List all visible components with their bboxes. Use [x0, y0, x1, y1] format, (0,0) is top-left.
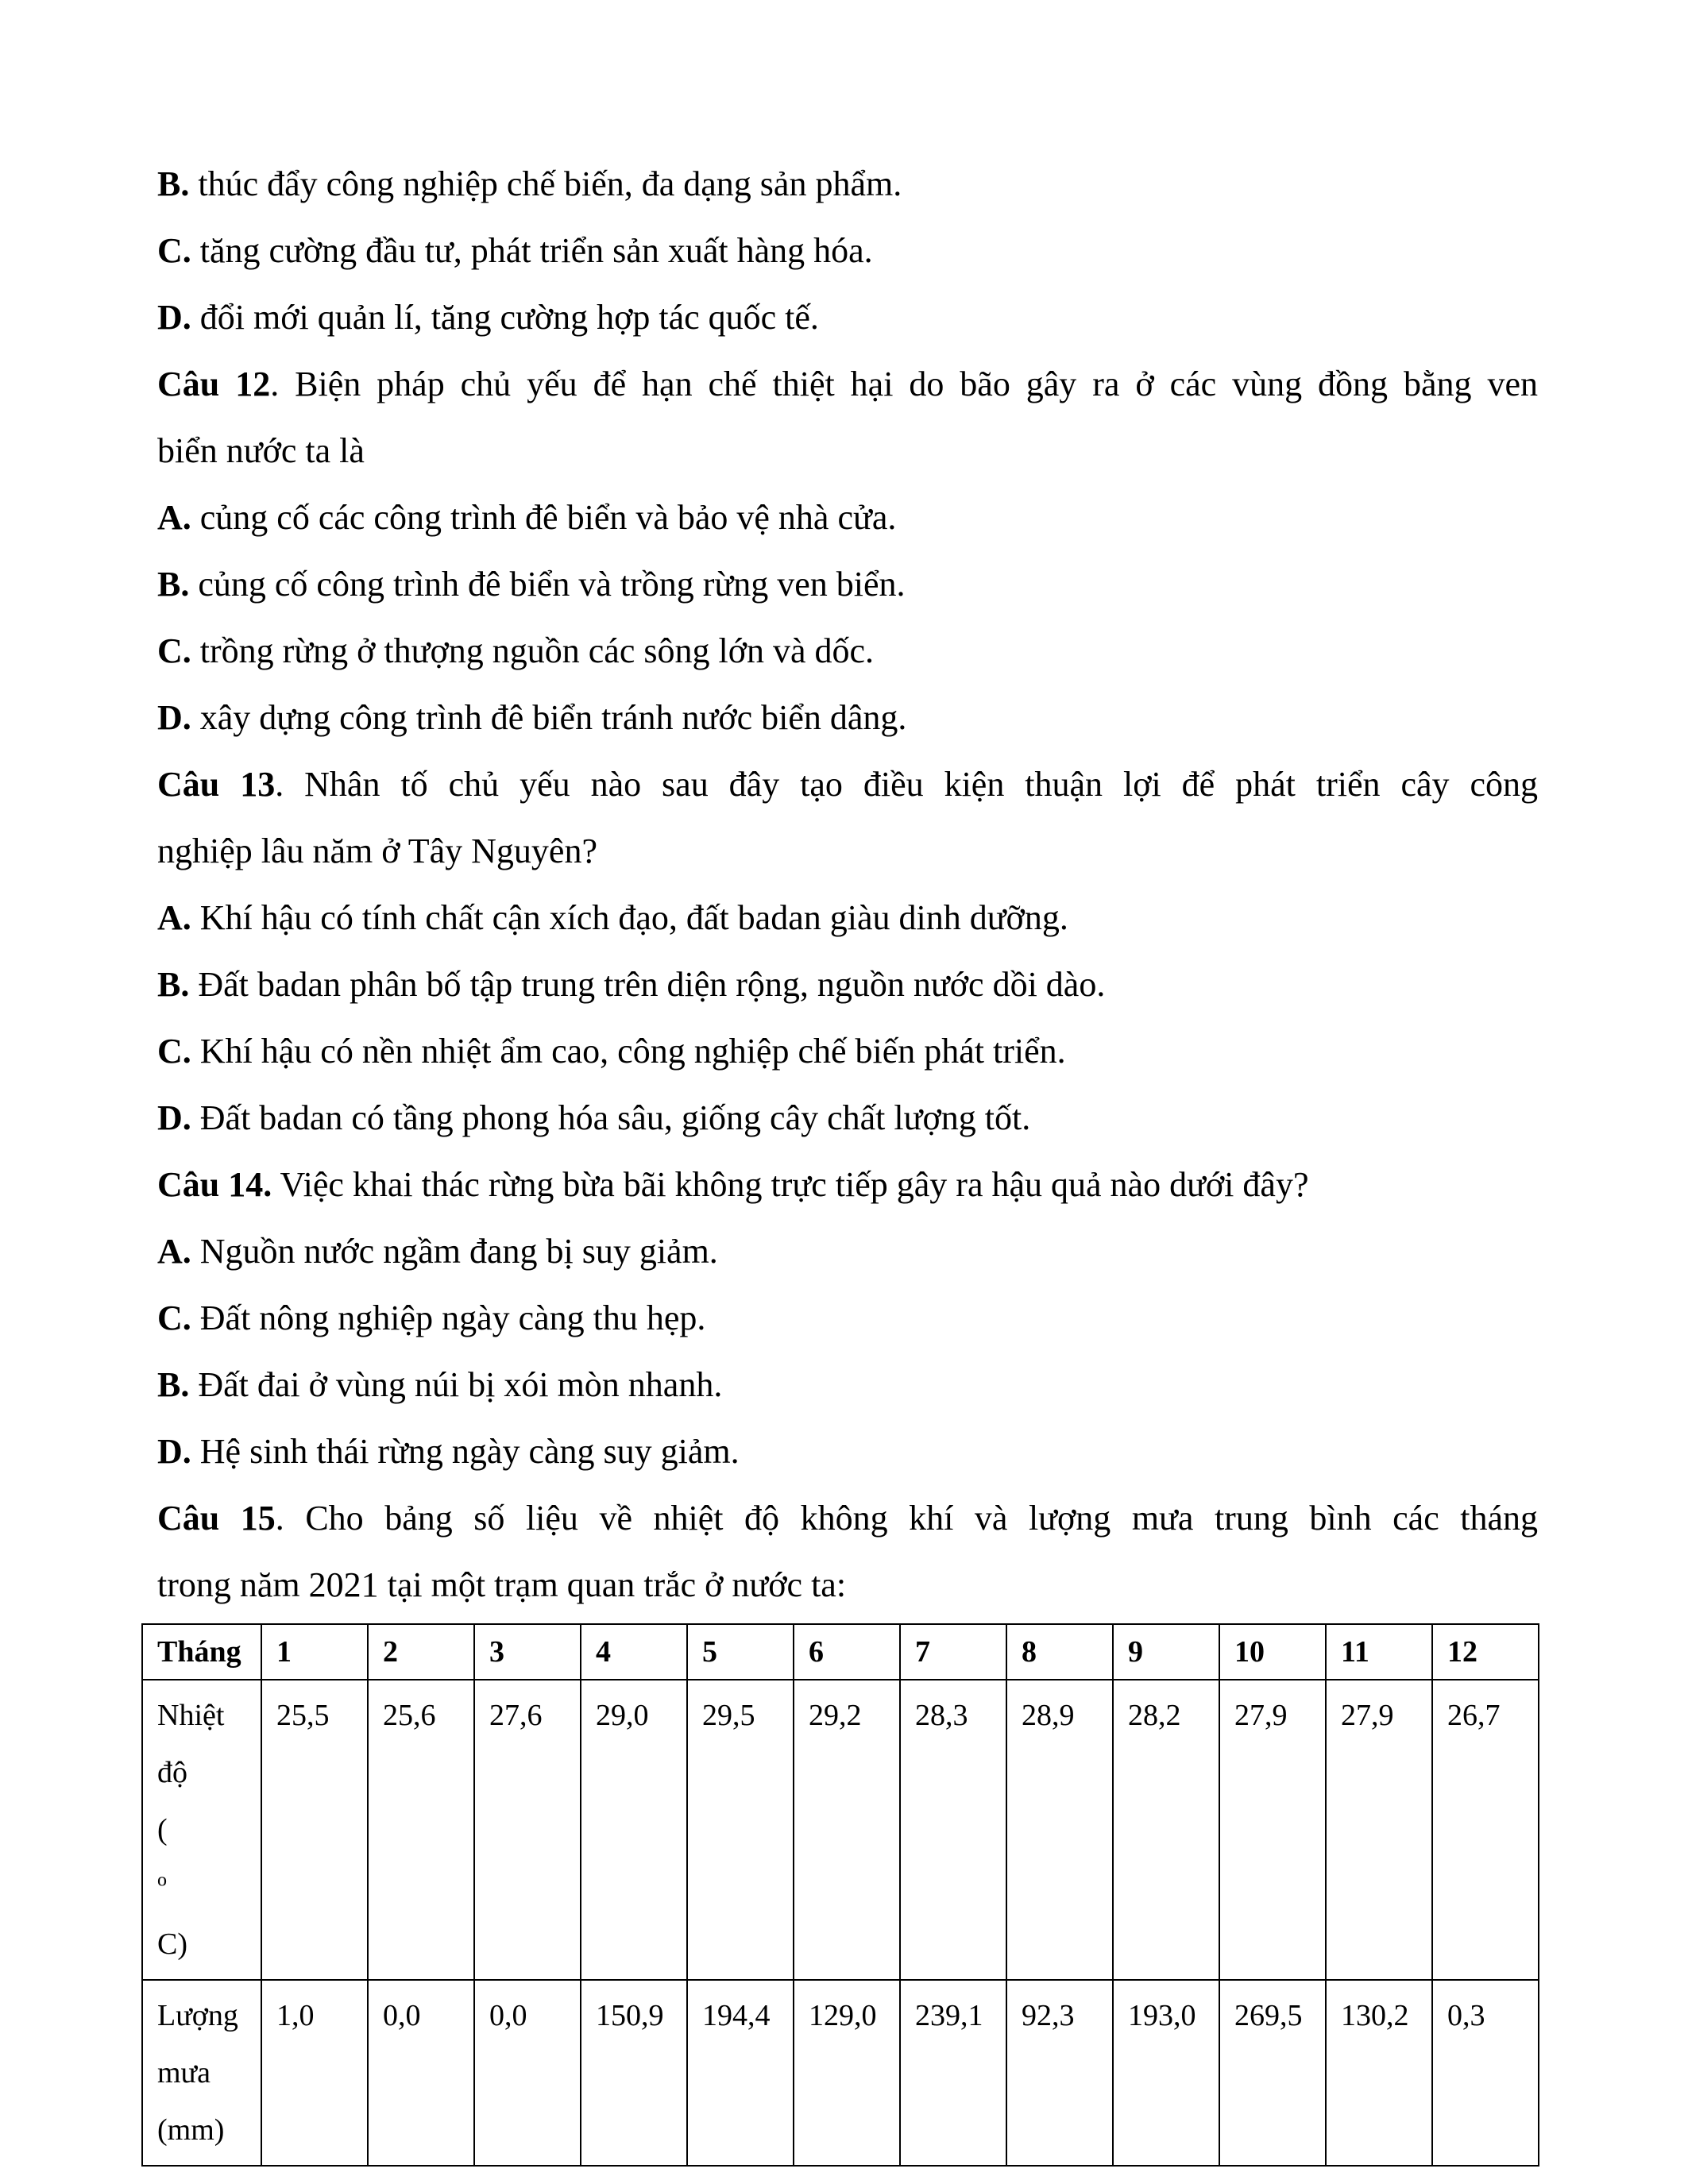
question-text: . Biện pháp chủ yếu để hạn chế thiệt hại do bão gây ra ở các vùng đồng bằng ven	[270, 365, 1538, 403]
row-label-part: mưa	[157, 2056, 211, 2089]
header-cell-month: 12	[1432, 1624, 1539, 1680]
table-cell: 269,5	[1219, 1980, 1326, 2166]
option-label: A.	[157, 1232, 191, 1271]
row-label-rainfall	[142, 1980, 261, 2166]
option-d	[157, 1418, 1538, 1485]
table-cell: 28,2	[1113, 1680, 1219, 1980]
option-text: củng cố các công trình đê biển và bảo vệ nhà cửa.	[191, 498, 897, 537]
table-header-row	[142, 1624, 1539, 1680]
header-cell-month: 4	[581, 1624, 687, 1680]
table-cell: 239,1	[900, 1980, 1006, 2166]
table-cell: 29,0	[581, 1680, 687, 1980]
option-label: B.	[157, 164, 190, 203]
unit-open: (	[157, 1813, 168, 1846]
question-label: Câu 15	[157, 1499, 276, 1538]
option-text: Đất badan phân bố tập trung trên diện rộng, nguồn nước dồi dào.	[189, 965, 1106, 1004]
table-cell: 92,3	[1006, 1980, 1113, 2166]
header-cell-month: 8	[1006, 1624, 1113, 1680]
question-text: nghiệp lâu năm ở Tây Nguyên?	[157, 832, 597, 870]
row-label-unit	[157, 1801, 253, 1973]
option-label: C.	[157, 1298, 191, 1337]
question-15	[157, 1485, 1538, 1552]
table-cell: 0,0	[474, 1980, 581, 2166]
option-d	[157, 685, 1538, 751]
question-label: Câu 12	[157, 365, 271, 403]
option-line	[157, 284, 1538, 351]
option-label: B.	[157, 965, 190, 1004]
header-cell-month: 2	[368, 1624, 474, 1680]
header-cell-month: 10	[1219, 1624, 1326, 1680]
option-label: D.	[157, 298, 191, 337]
table-cell: 26,7	[1432, 1680, 1539, 1980]
option-b	[157, 1352, 1538, 1418]
option-label: A.	[157, 898, 191, 937]
option-c	[157, 1285, 1538, 1352]
option-label: D.	[157, 1432, 191, 1471]
option-text: đổi mới quản lí, tăng cường hợp tác quốc tế.	[191, 298, 819, 337]
option-text: Đất nông nghiệp ngày càng thu hẹp.	[191, 1298, 706, 1337]
header-cell-month: 11	[1326, 1624, 1432, 1680]
question-text: biển nước ta là	[157, 431, 365, 470]
table-cell: 130,2	[1326, 1980, 1432, 2166]
option-text: Đất đai ở vùng núi bị xói mòn nhanh.	[189, 1365, 723, 1404]
question-label: Câu 14.	[157, 1165, 272, 1204]
option-label: D.	[157, 1098, 191, 1137]
table-cell: 150,9	[581, 1980, 687, 2166]
question-label: Câu 13	[157, 765, 276, 804]
row-label-unit: (mm)	[157, 2113, 225, 2147]
table-cell: 25,5	[261, 1680, 368, 1980]
table-cell: 29,2	[794, 1680, 900, 1980]
table-cell: 27,9	[1219, 1680, 1326, 1980]
option-b	[157, 951, 1538, 1018]
table-cell: 28,3	[900, 1680, 1006, 1980]
header-cell-month: 1	[261, 1624, 368, 1680]
option-text: thúc đẩy công nghiệp chế biến, đa dạng sản phẩm.	[189, 164, 902, 203]
option-text: Khí hậu có tính chất cận xích đạo, đất badan giàu dinh dưỡng.	[191, 898, 1068, 937]
option-label: C.	[157, 1032, 191, 1071]
option-label: C.	[157, 631, 191, 670]
table-cell: 129,0	[794, 1980, 900, 2166]
option-text: Đất badan có tầng phong hóa sâu, giống cây chất lượng tốt.	[191, 1098, 1031, 1137]
option-a	[157, 1218, 1538, 1285]
option-line	[157, 218, 1538, 284]
document-page	[157, 151, 1538, 1619]
header-cell-month: 3	[474, 1624, 581, 1680]
option-label: C.	[157, 231, 191, 270]
question-text: . Nhân tố chủ yếu nào sau đây tạo điều kiện thuận lợi để phát triển cây công	[275, 765, 1538, 804]
option-text: Khí hậu có nền nhiệt ẩm cao, công nghiệp chế biến phát triển.	[191, 1032, 1066, 1071]
option-label: A.	[157, 498, 191, 537]
table-cell: 29,5	[687, 1680, 794, 1980]
table-cell: 28,9	[1006, 1680, 1113, 1980]
option-d	[157, 1085, 1538, 1152]
row-label-part: độ	[157, 1756, 187, 1789]
option-b	[157, 551, 1538, 618]
question-13	[157, 751, 1538, 818]
question-15-continued	[157, 1552, 1538, 1619]
table-row-temperature	[142, 1680, 1539, 1980]
header-cell-month: 7	[900, 1624, 1006, 1680]
question-12	[157, 351, 1538, 418]
row-label-part: Lượng	[157, 1999, 238, 2032]
question-12-continued	[157, 418, 1538, 484]
question-14	[157, 1152, 1538, 1218]
header-cell-month-label: Tháng	[142, 1624, 261, 1680]
degree-sup: o	[157, 1870, 167, 1891]
option-text: trồng rừng ở thượng nguồn các sông lớn và dốc.	[191, 631, 875, 670]
table-cell: 193,0	[1113, 1980, 1219, 2166]
question-13-continued	[157, 818, 1538, 885]
table-cell: 0,0	[368, 1980, 474, 2166]
question-text: trong năm 2021 tại một trạm quan trắc ở nước ta:	[157, 1565, 847, 1604]
table-cell: 0,3	[1432, 1980, 1539, 2166]
table-cell: 194,4	[687, 1980, 794, 2166]
option-a	[157, 484, 1538, 551]
row-label-part: Nhiệt	[157, 1699, 225, 1732]
climate-data-table	[141, 1623, 1539, 2167]
table-cell: 27,9	[1326, 1680, 1432, 1980]
table-cell: 25,6	[368, 1680, 474, 1980]
question-text: . Cho bảng số liệu về nhiệt độ không khí và lượng mưa trung bình các tháng	[275, 1499, 1538, 1538]
option-text: Hệ sinh thái rừng ngày càng suy giảm.	[191, 1432, 740, 1471]
option-text: Nguồn nước ngầm đang bị suy giảm.	[191, 1232, 718, 1271]
option-text: củng cố công trình đê biển và trồng rừng ven biển.	[189, 565, 906, 604]
header-cell-month: 6	[794, 1624, 900, 1680]
header-cell-month: 5	[687, 1624, 794, 1680]
option-c	[157, 618, 1538, 685]
option-label: D.	[157, 698, 191, 737]
option-text: tăng cường đầu tư, phát triển sản xuất hàng hóa.	[191, 231, 873, 270]
table-cell: 1,0	[261, 1980, 368, 2166]
table-row-rainfall	[142, 1980, 1539, 2166]
table-cell: 27,6	[474, 1680, 581, 1980]
option-c	[157, 1018, 1538, 1085]
option-a	[157, 885, 1538, 951]
question-text: Việc khai thác rừng bừa bãi không trực tiếp gây ra hậu quả nào dưới đây?	[272, 1165, 1309, 1204]
row-label-temperature	[142, 1680, 261, 1980]
option-text: xây dựng công trình đê biển tránh nước biển dâng.	[191, 698, 907, 737]
option-line	[157, 151, 1538, 218]
unit-close: C)	[157, 1927, 187, 1961]
option-label: B.	[157, 565, 190, 604]
header-cell-month: 9	[1113, 1624, 1219, 1680]
option-label: B.	[157, 1365, 190, 1404]
